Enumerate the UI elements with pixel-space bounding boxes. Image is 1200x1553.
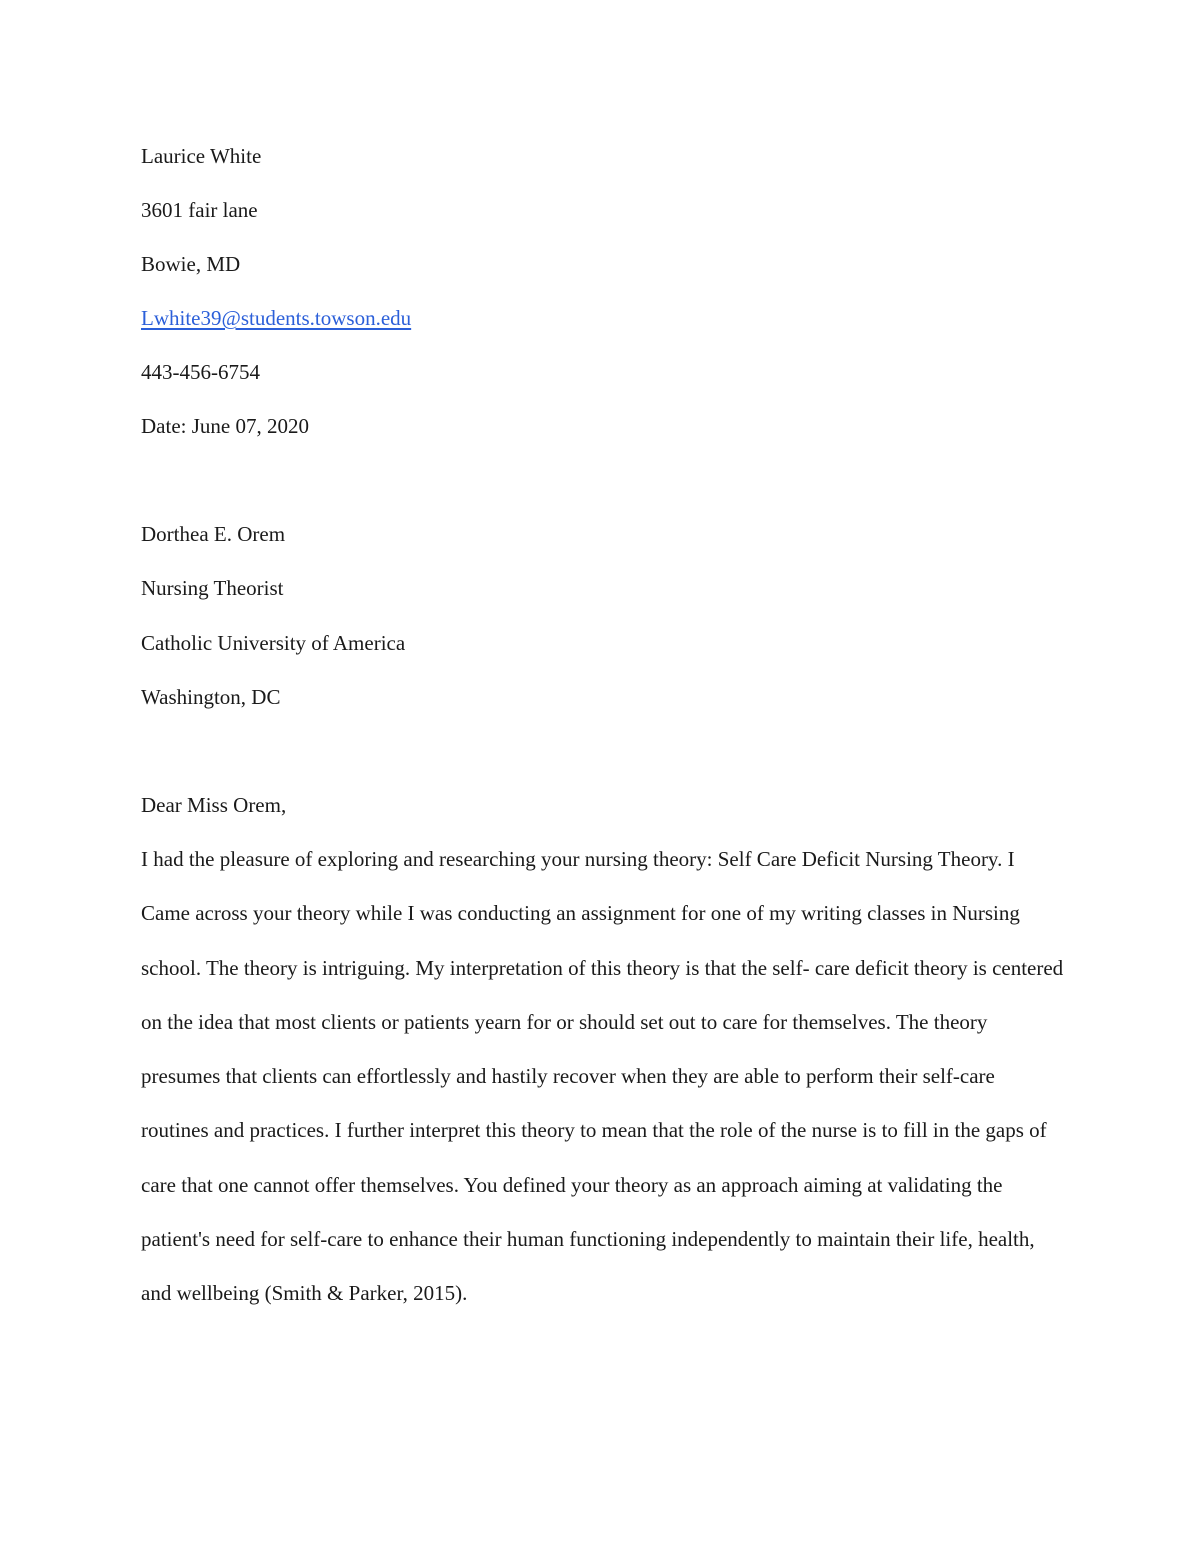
recipient-title: Nursing Theorist: [141, 576, 284, 600]
body-paragraph: I had the pleasure of exploring and researching your nursing theory: Self Care Deficit Nursing Theory. I Came across your theory while I was conducting an assignment for one of my writing classes in Nursing school. The theory is intriguing. My interpretation of this theory is that the self- care deficit theory is centered on the idea that most clients or patients yearn for or should set out to care for themselves. The theory presumes that clients can effortlessly and hastily recover when they are able to perform their self-care routines and practices. I further interpret this theory to mean that the role of the nurse is to fill in the gaps of care that one cannot offer themselves. You defined your theory as an approach aiming at validating the patient's need for self-care to enhance their human functioning independently to maintain their life, health, and wellbeing (Smith & Parker, 2015).: [141, 847, 1064, 1306]
recipient-institution: Catholic University of America: [141, 631, 406, 655]
recipient-name: Dorthea E. Orem: [141, 522, 286, 546]
sender-phone: 443-456-6754: [141, 360, 260, 384]
sender-street: 3601 fair lane: [141, 198, 258, 222]
salutation: Dear Miss Orem,: [141, 793, 287, 817]
sender-city-state: Bowie, MD: [141, 252, 241, 276]
letter-date: Date: June 07, 2020: [141, 414, 309, 438]
recipient-city-state: Washington, DC: [141, 685, 281, 709]
sender-email-link[interactable]: Lwhite39@students.towson.edu: [141, 306, 412, 330]
sender-name: Laurice White: [141, 144, 262, 168]
